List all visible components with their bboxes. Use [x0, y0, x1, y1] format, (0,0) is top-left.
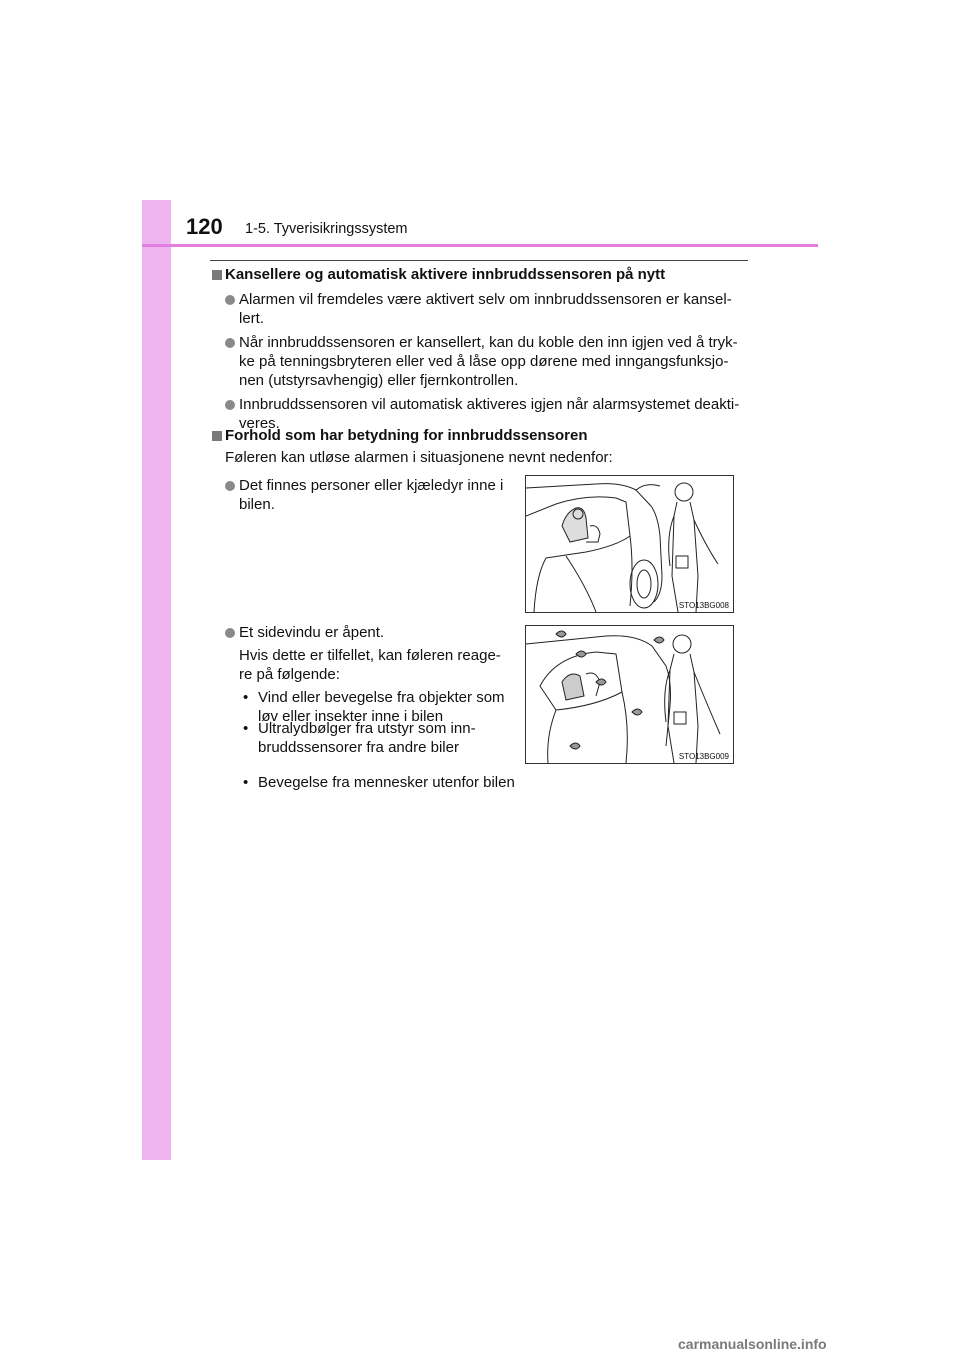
sub-item-3: Bevegelse fra mennesker utenfor bilen: [258, 774, 515, 791]
page-number: 120: [186, 214, 223, 239]
condition-item-2-title: Et sidevindu er åpent.: [239, 624, 385, 641]
section-intro: Føleren kan utløse alarmen i situasjonene nevnt nedenfor:: [225, 449, 613, 466]
figure-code: STO13BG008: [678, 601, 729, 610]
illustration-pet-in-car: [525, 475, 734, 613]
bullet-text-2: Når innbruddssensoren er kansellert, kan du koble den inn igjen ved å tryk- ke på tenningsbryteren eller ved å låse opp dørene med inngangsfunksjo- nen (utstyrsavhengig) eller fjernkontrollen.: [239, 334, 738, 389]
section-heading-2: Forhold som har betydning for innbruddssensoren: [225, 427, 588, 444]
watermark: carmanualsonline.info: [678, 1336, 827, 1352]
illustration-open-window: [525, 625, 734, 764]
round-bullet-icon: [225, 295, 235, 305]
section-title: 1-5. Tyverisikringssystem: [245, 221, 408, 237]
section-heading-1: Kansellere og automatisk aktivere innbruddssensoren på nytt: [225, 266, 666, 283]
condition-item-2-note: Hvis dette er tilfellet, kan føleren reage- re på følgende:: [239, 647, 501, 683]
sub-bullet-icon: •: [243, 774, 249, 791]
round-bullet-icon: [225, 628, 235, 638]
condition-item-1: Det finnes personer eller kjæledyr inne i bilen.: [239, 477, 504, 513]
figure-code: STO13BG009: [678, 752, 729, 761]
round-bullet-icon: [225, 338, 235, 348]
square-bullet-icon: [212, 431, 222, 441]
bullet-text-1: Alarmen vil fremdeles være aktivert selv om innbruddssensoren er kansel- lert.: [239, 291, 732, 327]
chapter-sidebar-tab: [142, 200, 171, 1160]
square-bullet-icon: [212, 270, 222, 280]
sub-bullet-icon: •: [243, 720, 249, 737]
bullet-text-3: Innbruddssensoren vil automatisk aktiveres igjen når alarmsystemet deakti- veres.: [239, 396, 740, 432]
round-bullet-icon: [225, 481, 235, 491]
content-top-rule: [210, 260, 748, 261]
header-rule: [142, 244, 818, 247]
sub-bullet-icon: •: [243, 689, 249, 706]
sub-item-1: Vind eller bevegelse fra objekter som løv eller insekter inne i bilen: [258, 689, 505, 725]
round-bullet-icon: [225, 400, 235, 410]
sub-item-2: Ultralydbølger fra utstyr som inn- bruddssensorer fra andre biler: [258, 720, 476, 756]
